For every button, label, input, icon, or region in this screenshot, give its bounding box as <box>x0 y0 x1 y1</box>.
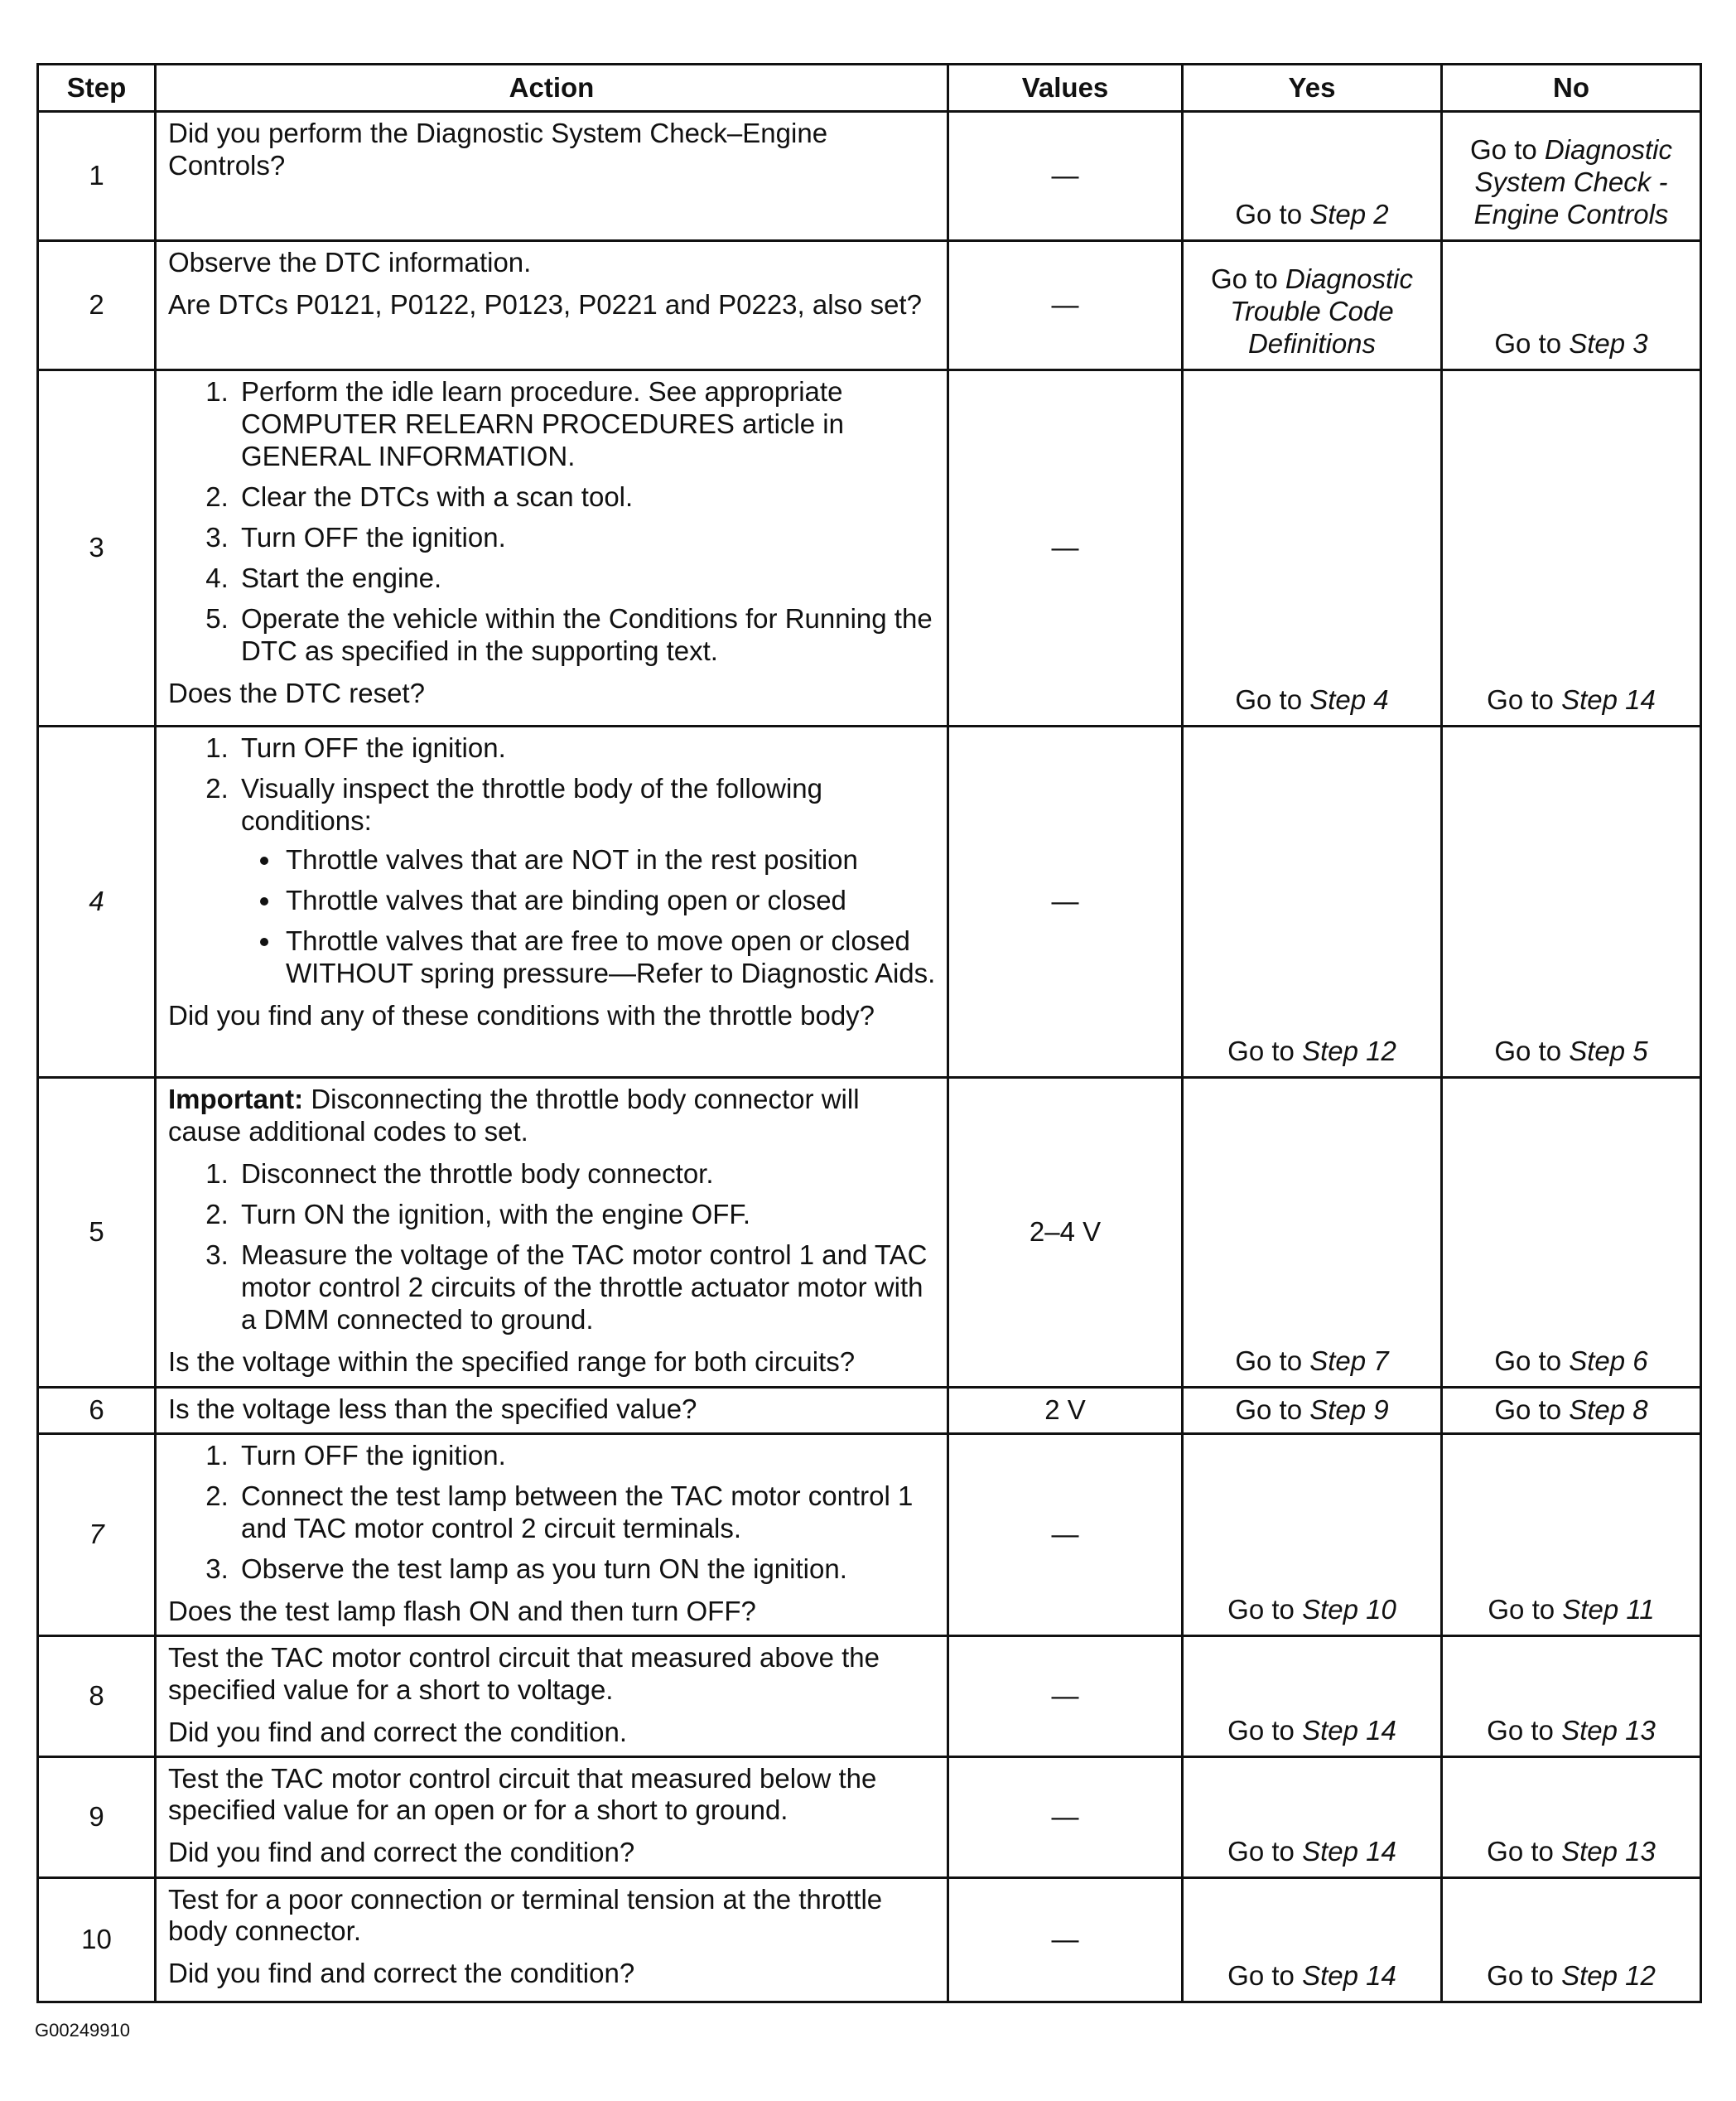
table-row <box>38 112 1701 241</box>
yes-target: Step 9 <box>1309 1394 1389 1426</box>
table-row <box>38 1388 1701 1434</box>
no-cell <box>1442 727 1701 1078</box>
no-cell <box>1442 112 1701 241</box>
diagnostic-table <box>36 63 1702 2003</box>
goto-label: Go to <box>1227 1593 1295 1625</box>
values-cell: — <box>948 1635 1183 1756</box>
yes-cell <box>1183 727 1442 1078</box>
yes-target: Step 12 <box>1302 1036 1396 1067</box>
action-step: 2. Turn ON the ignition, with the engine OFF. <box>236 1199 938 1231</box>
goto-label: Go to <box>1487 684 1554 716</box>
yes-cell <box>1183 1388 1442 1434</box>
action-step: 1. Turn OFF the ignition. <box>236 1440 938 1472</box>
action-step: 3. Observe the test lamp as you turn ON the ignition. <box>236 1553 938 1586</box>
action-question: Is the voltage within the specified range for both circuits? <box>168 1345 856 1377</box>
no-target: Step 5 <box>1569 1036 1648 1067</box>
action-step: 3. Measure the voltage of the TAC motor control 1 and TAC motor control 2 circuits of the throttle actuator motor with a DMM connected to ground. <box>236 1239 938 1336</box>
action-step-text: Visually inspect the throttle body of the following conditions: <box>241 772 822 836</box>
goto-label: Go to <box>1235 199 1303 230</box>
goto-label: Go to <box>1235 1394 1303 1426</box>
action-step: 1. Disconnect the throttle body connector. <box>236 1158 938 1191</box>
no-target: Step 3 <box>1569 328 1648 360</box>
no-cell <box>1442 241 1701 370</box>
yes-target: Step 10 <box>1302 1593 1396 1625</box>
action-step <box>236 773 938 990</box>
action-cell <box>156 727 948 1078</box>
goto-label: Go to <box>1494 328 1562 360</box>
important-note <box>168 1084 938 1148</box>
goto-label: Go to <box>1227 1835 1295 1867</box>
goto-label: Go to <box>1211 263 1278 295</box>
goto-label: Go to <box>1227 1036 1295 1067</box>
no-cell <box>1442 1078 1701 1388</box>
header-no: No <box>1442 65 1701 112</box>
header-action: Action <box>156 65 948 112</box>
values-cell: — <box>948 241 1183 370</box>
step-number: 8 <box>38 1635 156 1756</box>
action-step: 1. Perform the idle learn procedure. See appropriate COMPUTER RELEARN PROCEDURES article in GENERAL INFORMATION. <box>236 376 938 473</box>
action-step: 2. Clear the DTCs with a scan tool. <box>236 481 938 514</box>
condition-item: • Throttle valves that are binding open or closed <box>282 885 938 917</box>
table-row <box>38 370 1701 727</box>
goto-label: Go to <box>1235 1345 1303 1377</box>
yes-target: Step 14 <box>1302 1959 1396 1991</box>
action-cell <box>156 1635 948 1756</box>
table-row <box>38 1434 1701 1636</box>
yes-cell <box>1183 370 1442 727</box>
step-number: 6 <box>38 1388 156 1434</box>
action-cell <box>156 241 948 370</box>
no-cell <box>1442 1877 1701 2002</box>
yes-cell <box>1183 241 1442 370</box>
step-number: 1 <box>38 112 156 241</box>
goto-label: Go to <box>1487 1959 1554 1991</box>
figure-id: G00249910 <box>35 2020 130 2041</box>
action-text: Observe the DTC information. <box>168 247 532 278</box>
action-step: 5. Operate the vehicle within the Conditions for Running the DTC as specified in the supporting text. <box>236 603 938 668</box>
no-cell <box>1442 370 1701 727</box>
yes-target: Step 2 <box>1309 199 1389 230</box>
action-text: Test the TAC motor control circuit that measured above the specified value for a short to voltage. <box>168 1641 880 1705</box>
action-text: Test the TAC motor control circuit that measured below the specified value for an open or for a short to ground. <box>168 1762 877 1826</box>
action-cell <box>156 1756 948 1877</box>
action-step: 4. Start the engine. <box>236 563 938 595</box>
yes-cell <box>1183 1078 1442 1388</box>
goto-label: Go to <box>1227 1714 1295 1746</box>
action-question: Does the test lamp flash ON and then turn OFF? <box>168 1595 756 1626</box>
action-cell <box>156 370 948 727</box>
step-number: 3 <box>38 370 156 727</box>
goto-label: Go to <box>1470 134 1537 166</box>
header-yes: Yes <box>1183 65 1442 112</box>
header-step: Step <box>38 65 156 112</box>
yes-target: Step 14 <box>1302 1835 1396 1867</box>
yes-target: Step 14 <box>1302 1714 1396 1746</box>
action-cell <box>156 112 948 241</box>
values-cell: — <box>948 1877 1183 2002</box>
values-cell: — <box>948 1434 1183 1636</box>
header-values: Values <box>948 65 1183 112</box>
condition-item: • Throttle valves that are free to move open or closed WITHOUT spring pressure—Refer to Diagnostic Aids. <box>282 925 938 990</box>
action-step: 2. Connect the test lamp between the TAC motor control 1 and TAC motor control 2 circuit terminals. <box>236 1480 938 1545</box>
action-question: Is the voltage less than the specified value? <box>168 1393 697 1425</box>
action-steps <box>168 1440 938 1586</box>
action-steps <box>168 732 938 990</box>
values-cell: — <box>948 1756 1183 1877</box>
values-cell: — <box>948 370 1183 727</box>
goto-label: Go to <box>1487 1714 1554 1746</box>
table-row <box>38 1877 1701 2002</box>
no-target: Step 12 <box>1561 1959 1656 1991</box>
condition-item: • Throttle valves that are NOT in the rest position <box>282 844 938 877</box>
no-cell <box>1442 1434 1701 1636</box>
yes-target: Step 4 <box>1309 684 1389 716</box>
action-question: Did you find and correct the condition? <box>168 1958 635 1989</box>
action-step: 3. Turn OFF the ignition. <box>236 522 938 554</box>
action-step: 1. Turn OFF the ignition. <box>236 732 938 765</box>
yes-cell <box>1183 112 1442 241</box>
yes-cell <box>1183 1635 1442 1756</box>
values-cell: 2 V <box>948 1388 1183 1434</box>
action-cell <box>156 1388 948 1434</box>
goto-label: Go to <box>1227 1959 1295 1991</box>
action-cell <box>156 1434 948 1636</box>
step-number: 7 <box>38 1434 156 1636</box>
yes-cell <box>1183 1434 1442 1636</box>
action-steps <box>168 1158 938 1336</box>
table-row <box>38 1635 1701 1756</box>
no-target: Step 6 <box>1569 1345 1648 1377</box>
table-row <box>38 1078 1701 1388</box>
action-text: Test for a poor connection or terminal tension at the throttle body connector. <box>168 1883 883 1947</box>
step-number: 5 <box>38 1078 156 1388</box>
yes-target: Diagnostic Trouble Code Definitions <box>1230 263 1413 360</box>
action-question: Did you perform the Diagnostic System Check–Engine Controls? <box>168 118 828 181</box>
goto-label: Go to <box>1488 1593 1555 1625</box>
header-row <box>38 65 1701 112</box>
step-number: 10 <box>38 1877 156 2002</box>
yes-target: Step 7 <box>1309 1345 1389 1377</box>
important-text: Disconnecting the throttle body connector will cause additional codes to set. <box>168 1084 860 1147</box>
action-question: Does the DTC reset? <box>168 677 425 708</box>
no-target: Step 13 <box>1561 1714 1656 1746</box>
table-row <box>38 241 1701 370</box>
no-target: Diagnostic System Check - Engine Controls <box>1473 134 1672 230</box>
step-number: 4 <box>38 727 156 1078</box>
step-number: 9 <box>38 1756 156 1877</box>
goto-label: Go to <box>1494 1394 1562 1426</box>
action-steps <box>168 376 938 668</box>
goto-label: Go to <box>1494 1345 1562 1377</box>
no-cell <box>1442 1388 1701 1434</box>
values-cell: — <box>948 727 1183 1078</box>
goto-label: Go to <box>1487 1835 1554 1867</box>
no-target: Step 11 <box>1562 1593 1655 1625</box>
no-target: Step 8 <box>1569 1394 1648 1426</box>
action-question: Are DTCs P0121, P0122, P0123, P0221 and P0223, also set? <box>168 288 922 320</box>
action-cell <box>156 1877 948 2002</box>
step-number: 2 <box>38 241 156 370</box>
no-target: Step 13 <box>1561 1835 1656 1867</box>
yes-cell <box>1183 1877 1442 2002</box>
values-cell: 2–4 V <box>948 1078 1183 1388</box>
important-label: Important: <box>168 1084 304 1114</box>
action-question: Did you find any of these conditions with the throttle body? <box>168 999 875 1031</box>
yes-cell <box>1183 1756 1442 1877</box>
values-cell: — <box>948 112 1183 241</box>
table-row <box>38 1756 1701 1877</box>
action-question: Did you find and correct the condition? <box>168 1837 635 1868</box>
no-target: Step 14 <box>1561 684 1656 716</box>
goto-label: Go to <box>1494 1036 1562 1067</box>
no-cell <box>1442 1756 1701 1877</box>
no-cell <box>1442 1635 1701 1756</box>
action-question: Did you find and correct the condition. <box>168 1716 627 1747</box>
goto-label: Go to <box>1235 684 1303 716</box>
condition-list <box>241 844 938 990</box>
action-cell <box>156 1078 948 1388</box>
table-row <box>38 727 1701 1078</box>
